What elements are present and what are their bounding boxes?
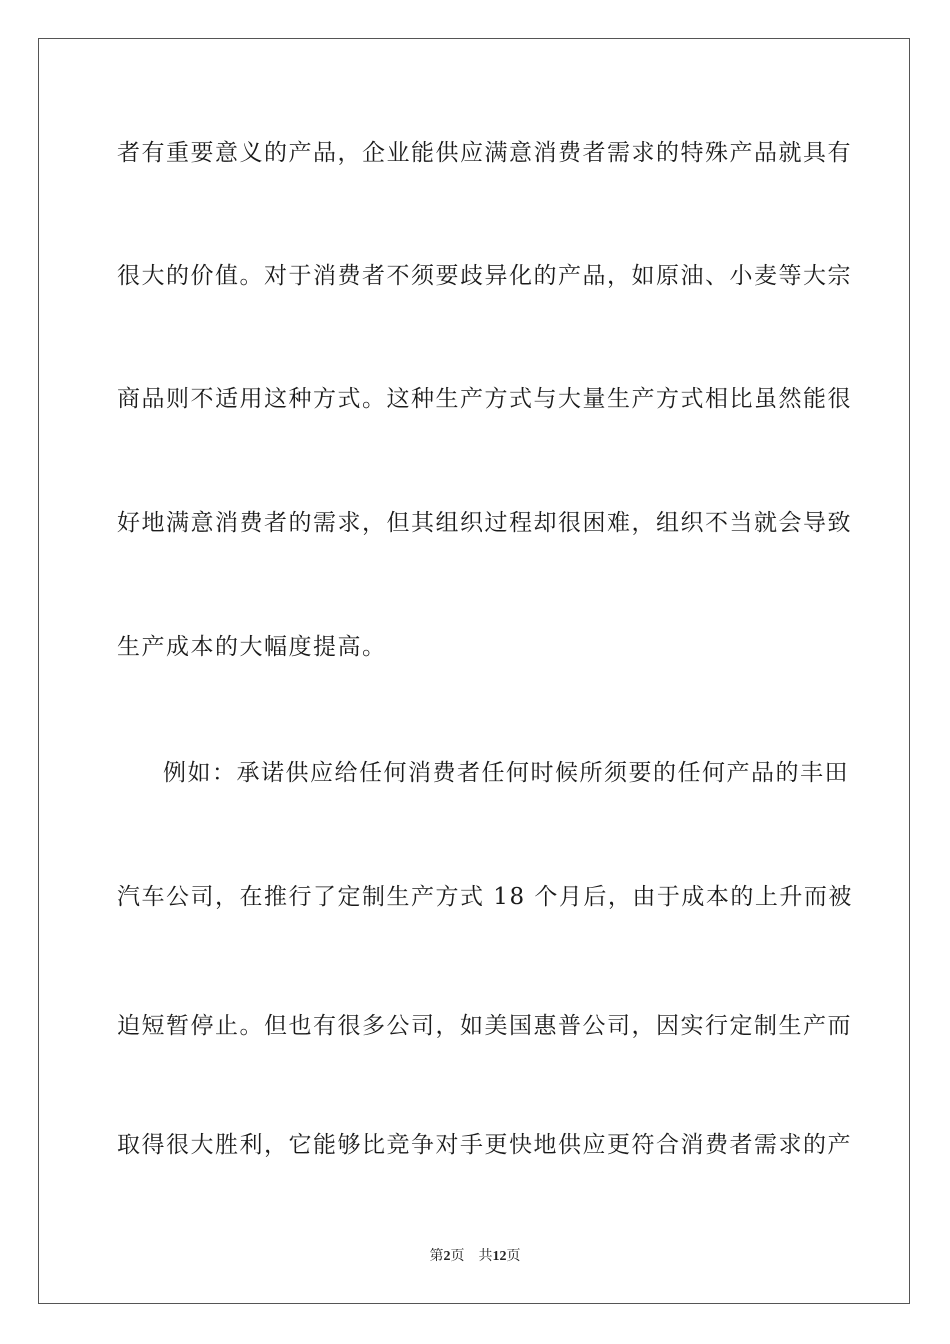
page-prefix: 第	[429, 1249, 444, 1264]
page-suffix: 页	[450, 1249, 465, 1264]
body-text-line: 很大的价值。对于消费者不须要歧异化的产品，如原油、小麦等大宗	[117, 263, 852, 289]
total-page-count: 12	[492, 1249, 507, 1264]
total-suffix: 页	[506, 1249, 521, 1264]
body-text-line: 生产成本的大幅度提高。	[117, 634, 387, 660]
paragraph-first-line: 例如：承诺供应给任何消费者任何时候所须要的任何产品的丰田	[163, 760, 849, 786]
body-text-line: 商品则不适用这种方式。这种生产方式与大量生产方式相比虽然能很	[117, 386, 852, 412]
current-page-number: 2	[443, 1249, 451, 1264]
body-text-line: 好地满意消费者的需求，但其组织过程却很困难，组织不当就会导致	[117, 510, 852, 536]
body-text-line: 者有重要意义的产品，企业能供应满意消费者需求的特殊产品就具有	[117, 140, 852, 166]
page-footer	[0, 1248, 950, 1266]
total-prefix: 共	[478, 1249, 493, 1264]
body-text-line: 取得很大胜利，它能够比竞争对手更快地供应更符合消费者需求的产	[117, 1132, 852, 1158]
body-text-line: 迫短暂停止。但也有很多公司，如美国惠普公司，因实行定制生产而	[117, 1013, 852, 1039]
body-text-line: 汽车公司，在推行了定制生产方式 18 个月后，由于成本的上升而被	[117, 884, 853, 910]
page-border	[38, 38, 910, 1304]
